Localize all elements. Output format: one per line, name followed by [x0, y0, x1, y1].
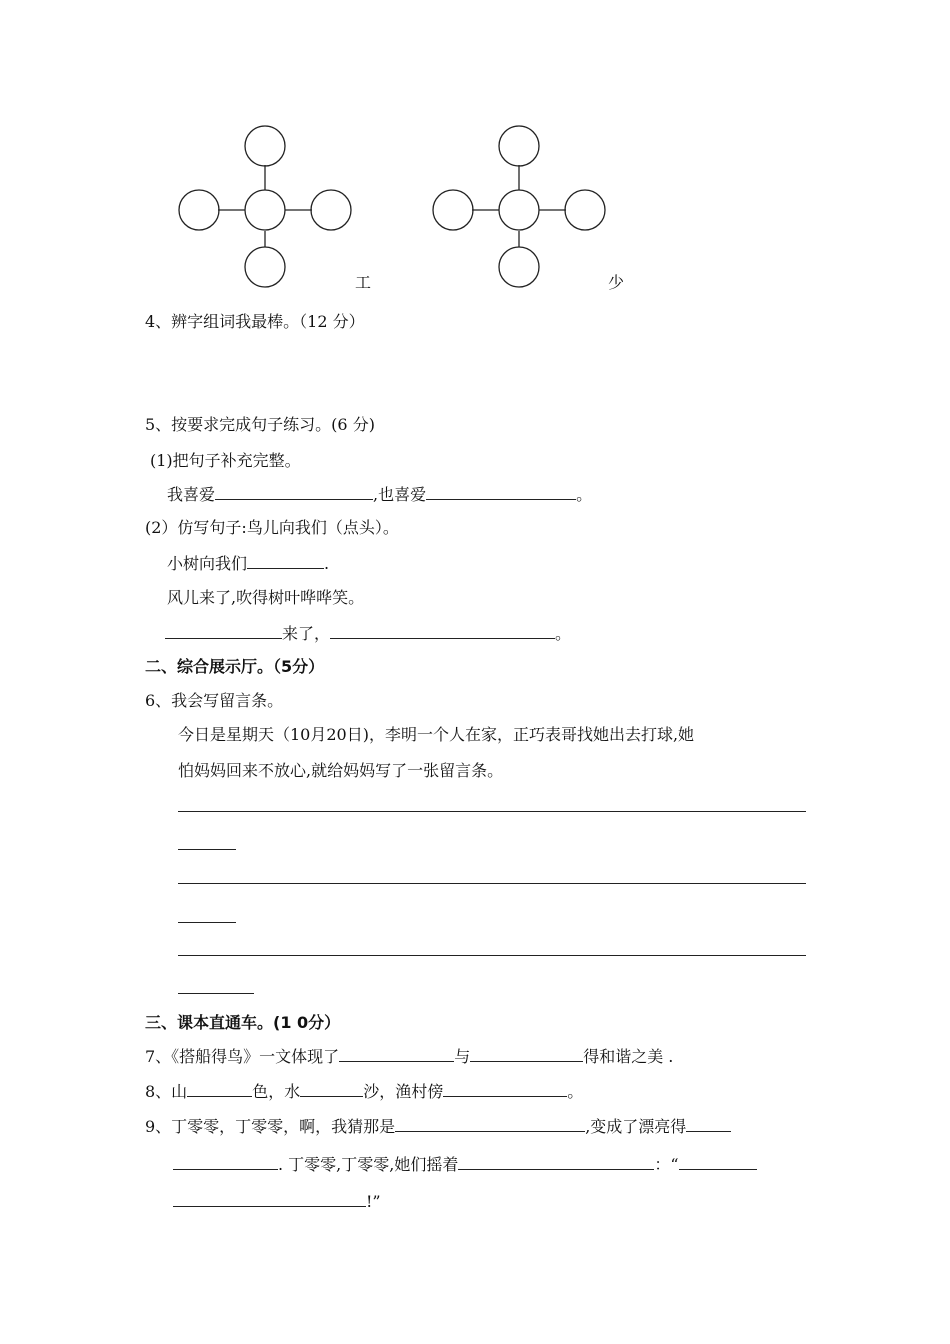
answer-blank[interactable]	[300, 1080, 363, 1097]
blank-circle[interactable]	[179, 190, 219, 230]
q9-text-a: 9、丁零零，丁零零，啊，我猜那是	[145, 1117, 396, 1136]
question-9-line2	[173, 1153, 757, 1176]
diagram-char-gong: 工	[355, 273, 372, 292]
q5-s1-text-a: 我喜爱	[167, 485, 216, 504]
center-circle[interactable]	[245, 190, 285, 230]
q5-s1-text-c: 。	[576, 485, 593, 504]
writing-line	[178, 922, 236, 923]
q5-sub2: (2）仿写句子:鸟儿向我们（点头）。	[145, 518, 399, 537]
blank-circle[interactable]	[245, 126, 285, 166]
question-4-title: 4、辨字组词我最棒。（12 分）	[145, 312, 365, 331]
answer-blank[interactable]	[686, 1115, 731, 1132]
answer-blank[interactable]	[247, 552, 324, 569]
answer-blank[interactable]	[395, 1115, 585, 1132]
section-3-title: 三、课本直通车。(1 0分）	[145, 1013, 341, 1032]
q5-sentence2	[167, 552, 329, 575]
q7-text-c: 得和谐之美 .	[583, 1047, 674, 1066]
q8-text-c: 沙，渔村傍	[363, 1082, 444, 1101]
blank-circle[interactable]	[499, 247, 539, 287]
q5-s2-text-b: .	[324, 554, 330, 573]
blank-circle[interactable]	[245, 247, 285, 287]
answer-blank[interactable]	[173, 1153, 278, 1170]
q5-sub1: (1)把句子补充完整。	[150, 451, 301, 470]
q6-prompt-line1: 今日是星期天（10月20日)，李明一个人在家，正巧表哥找她出去打球,她	[178, 725, 695, 744]
q8-text-b: 色，水	[252, 1082, 301, 1101]
character-diagrams	[0, 0, 950, 300]
answer-blank[interactable]	[187, 1080, 252, 1097]
q9-text-e: !”	[366, 1192, 381, 1211]
answer-blank[interactable]	[458, 1153, 654, 1170]
writing-line	[178, 955, 806, 956]
q6-prompt-line2: 怕妈妈回来不放心,就给妈妈写了一张留言条。	[178, 761, 504, 780]
q5-sentence1	[167, 483, 592, 506]
question-9-line1	[145, 1115, 731, 1138]
q9-text-b: ,变成了漂亮得	[585, 1117, 687, 1136]
blank-circle[interactable]	[499, 126, 539, 166]
question-8	[145, 1080, 583, 1103]
q9-text-c: . 丁零零,丁零零,她们摇着	[278, 1155, 459, 1174]
writing-line	[178, 993, 254, 994]
writing-line	[178, 883, 806, 884]
q5-s4-text-a: 来了，	[282, 624, 331, 643]
question-6-title: 6、我会写留言条。	[145, 691, 284, 710]
answer-blank[interactable]	[330, 622, 555, 639]
answer-blank[interactable]	[339, 1045, 454, 1062]
question-7	[145, 1045, 673, 1068]
writing-line	[178, 849, 236, 850]
q8-text-d: 。	[567, 1082, 584, 1101]
q7-text-a: 7、《搭船得鸟》一文体现了	[145, 1047, 340, 1066]
answer-blank[interactable]	[165, 622, 282, 639]
section-2-title: 二、综合展示厅。（5分）	[145, 657, 325, 676]
q5-sentence4	[165, 622, 571, 645]
question-9-line3	[173, 1190, 381, 1213]
q5-s4-text-b: 。	[555, 624, 572, 643]
q5-sentence3: 风儿来了,吹得树叶哗哗笑。	[167, 588, 365, 607]
diagram-shao	[433, 126, 605, 287]
blank-circle[interactable]	[565, 190, 605, 230]
answer-blank[interactable]	[443, 1080, 567, 1097]
q8-text-a: 8、山	[145, 1082, 188, 1101]
q7-text-b: 与	[454, 1047, 471, 1066]
answer-blank[interactable]	[215, 483, 373, 500]
diagram-char-shao: 少	[608, 273, 625, 292]
writing-line	[178, 811, 806, 812]
answer-blank[interactable]	[470, 1045, 583, 1062]
question-5-title: 5、按要求完成句子练习。(6 分)	[145, 415, 375, 434]
q9-text-d: ：“	[654, 1155, 679, 1174]
diagram-gong	[179, 126, 351, 287]
blank-circle[interactable]	[433, 190, 473, 230]
q5-s2-text-a: 小树向我们	[167, 554, 248, 573]
answer-blank[interactable]	[426, 483, 576, 500]
q5-s1-text-b: ,也喜爱	[373, 485, 427, 504]
center-circle[interactable]	[499, 190, 539, 230]
blank-circle[interactable]	[311, 190, 351, 230]
answer-blank[interactable]	[679, 1153, 757, 1170]
answer-blank[interactable]	[173, 1190, 366, 1207]
